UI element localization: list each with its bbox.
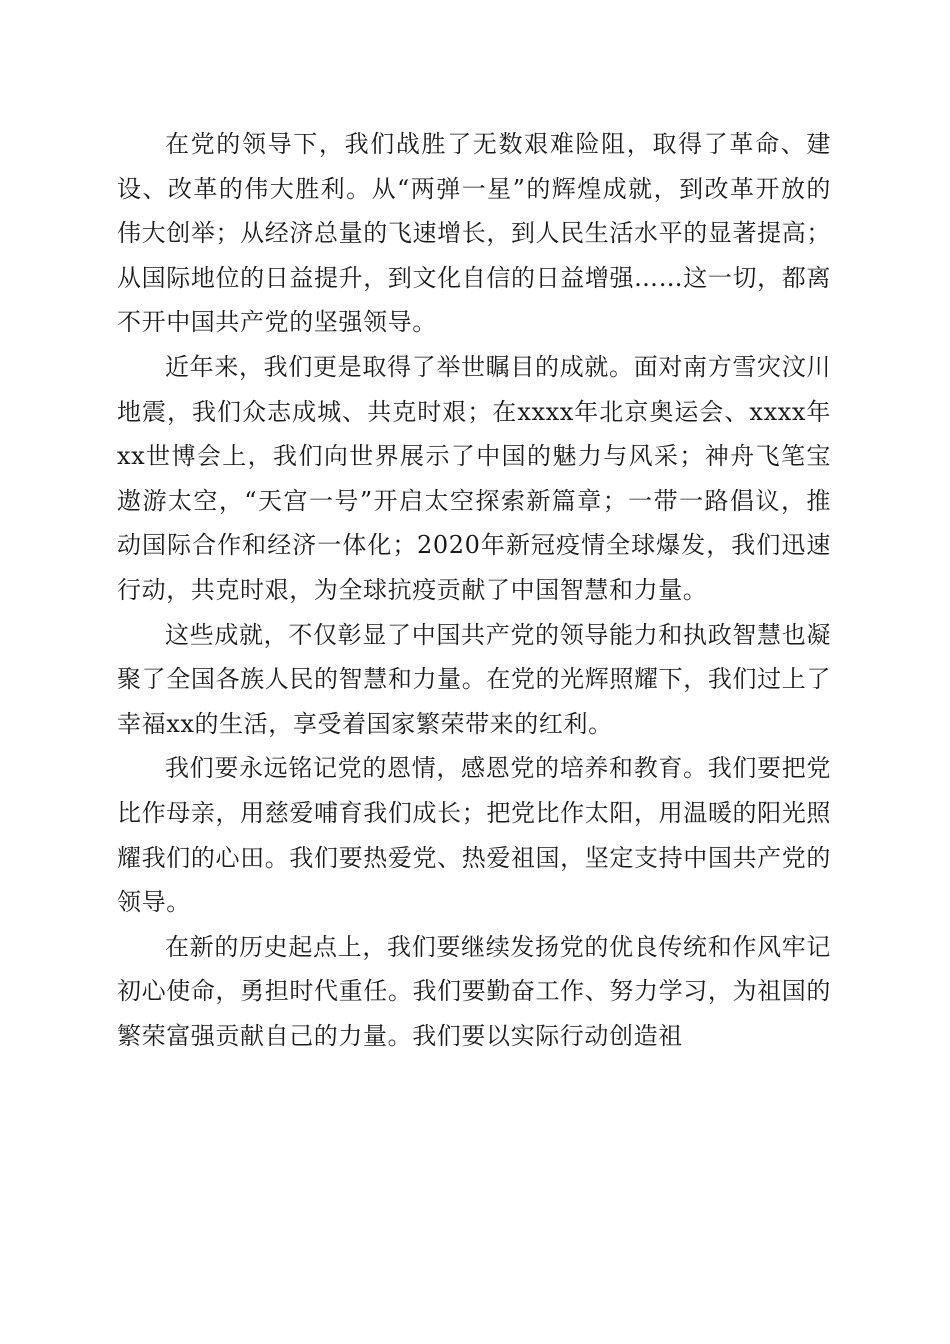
paragraph-5: 在新的历史起点上，我们要继续发扬党的优良传统和作风牢记初心使命，勇担时代重任。我们要勤奋工作、努力学习，为祖国的繁荣富强贡献自己的力量。我们要以实际行动创造祖 xyxy=(117,932,831,1050)
document-body xyxy=(117,122,831,1058)
paragraph-2: 近年来，我们更是取得了举世瞩目的成就。面对南方雪灾汶川地震，我们众志成城、共克时艰；在xxxx年北京奥运会、xxxx年xx世博会上，我们向世界展示了中国的魅力与风采；神舟飞笔宝遨游太空，“天宫一号”开启太空探索新篇章；一带一路倡议，推动国际合作和经济一体化；2020年新冠疫情全球爆发，我们迅速行动，共克时艰，为全球抗疫贡献了中国智慧和力量。 xyxy=(117,352,831,604)
paragraph-4: 我们要永远铭记党的恩情，感恩党的培养和教育。我们要把党比作母亲，用慈爱哺育我们成长；把党比作太阳，用温暖的阳光照耀我们的心田。我们要热爱党、热爱祖国，坚定支持中国共产党的领导。 xyxy=(117,754,831,917)
paragraph-1: 在党的领导下，我们战胜了无数艰难险阻，取得了革命、建设、改革的伟大胜利。从“两弹一星”的辉煌成就，到改革开放的伟大创举；从经济总量的飞速增长，到人民生活水平的显著提高；从国际地位的日益提升，到文化自信的日益增强……这一切，都离不开中国共产党的坚强领导。 xyxy=(117,130,831,337)
paragraph-3: 这些成就，不仅彰显了中国共产党的领导能力和执政智慧也凝聚了全国各族人民的智慧和力量。在党的光辉照耀下，我们过上了幸福xx的生活，享受着国家繁荣带来的红利。 xyxy=(117,620,831,738)
